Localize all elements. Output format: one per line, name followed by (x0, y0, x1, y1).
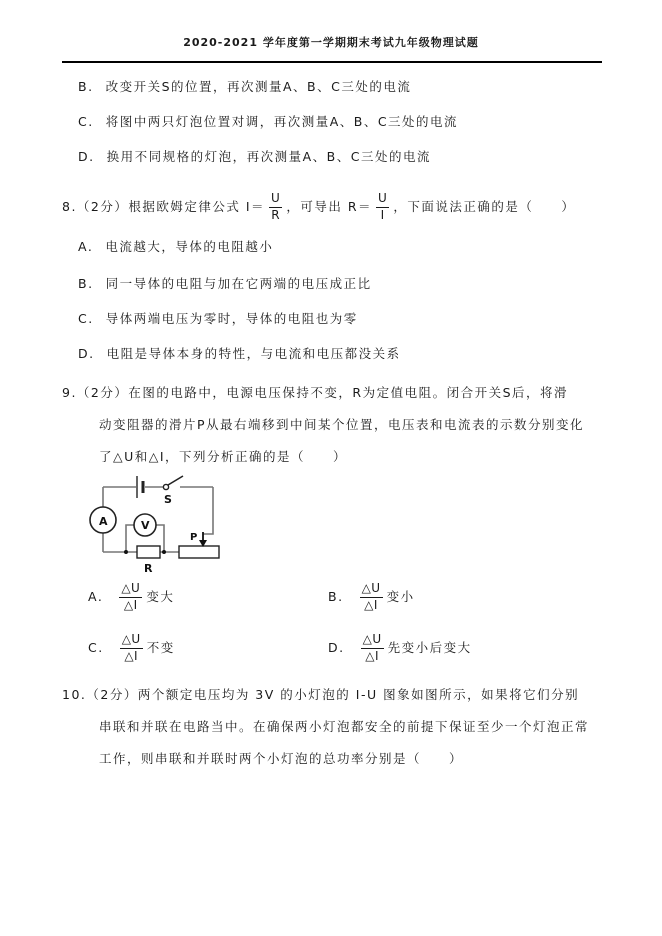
option-text: 同一导体的电阻与加在它两端的电压成正比 (105, 276, 372, 291)
option-label: D. (78, 149, 95, 164)
slider-label: P (190, 532, 198, 543)
q9-option-c (88, 633, 175, 664)
question9-stem-line1: 9.（2分）在图的电路中，电源电压保持不变，R为定值电阻。闭合开关S后，将滑 (62, 385, 569, 400)
fraction-u-over-r (269, 192, 282, 223)
q9-option-a (88, 582, 174, 613)
option-label: B. (78, 79, 94, 94)
fraction-du-over-di (361, 633, 384, 664)
q9-option-b (328, 582, 415, 613)
option-text: 不变 (146, 639, 175, 655)
question8-stem (62, 192, 575, 223)
fraction-numerator: △U (361, 633, 384, 649)
q8-stem-part1: 8.（2分）根据欧姆定律公式 I＝ (62, 198, 266, 214)
q9-option-d (328, 633, 472, 664)
q8-option-c (78, 311, 358, 327)
fraction-numerator: △U (360, 582, 383, 598)
fraction-numerator: △U (120, 633, 143, 649)
q8-option-a (78, 239, 273, 255)
q8-option-b (78, 276, 372, 292)
q8-stem-part2: ，可导出 R＝ (286, 198, 373, 214)
option-label: C. (78, 114, 94, 129)
fraction-numerator: △U (119, 582, 142, 598)
option-text: 变小 (386, 588, 415, 604)
fraction-denominator: △I (364, 597, 378, 612)
switch-label: S (164, 493, 172, 506)
option-text: 变大 (146, 588, 175, 604)
battery-symbol (137, 476, 143, 498)
option-label: C. (78, 311, 94, 326)
junction-dot (124, 550, 128, 554)
option-text: 电流越大，导体的电阻越小 (105, 239, 274, 254)
option-label: A. (88, 588, 104, 604)
question10-stem-line2: 串联和并联在电路当中。在确保两小灯泡都安全的前提下保证至少一个灯泡正常 (99, 719, 590, 734)
fraction-numerator: U (269, 192, 282, 208)
option-text: 换用不同规格的灯泡，再次测量A、B、C三处的电流 (106, 149, 431, 164)
option-label: D. (328, 639, 345, 655)
option-label: B. (78, 276, 94, 291)
fraction-denominator: R (271, 207, 281, 222)
rheostat-symbol (179, 546, 219, 558)
resistor-symbol (137, 546, 160, 558)
option-text: 导体两端电压为零时，导体的电阻也为零 (105, 311, 358, 326)
option-text: 电阻是导体本身的特性，与电流和电压都没关系 (106, 346, 401, 361)
resistor-label: R (144, 562, 153, 575)
header-divider (62, 61, 602, 63)
question9-stem-line2: 动变阻器的滑片P从最右端移到中间某个位置，电压表和电流表的示数分别变化 (99, 417, 585, 432)
fraction-du-over-di (120, 633, 143, 664)
q8-stem-part3: ，下面说法正确的是（ ） (393, 198, 576, 214)
fraction-numerator: U (376, 192, 389, 208)
question10-stem-line1: 10.（2分）两个额定电压均为 3V 的小灯泡的 I-U 图象如图所示，如果将它们分别 (62, 687, 580, 702)
option-label: B. (328, 588, 344, 604)
option-label: D. (78, 346, 95, 361)
voltmeter-label: V (141, 519, 150, 532)
option-label: C. (88, 639, 104, 655)
question9-stem-line3: 了△U和△I，下列分析正确的是（ ） (99, 449, 348, 464)
circuit-diagram (86, 468, 238, 578)
page-title: 2020-2021 学年度第一学期期末考试九年级物理试题 (183, 36, 479, 49)
q7-option-b (78, 79, 411, 95)
q8-option-d (78, 346, 401, 362)
q7-option-d (78, 149, 431, 165)
q7-option-c (78, 114, 458, 130)
fraction-du-over-di (360, 582, 383, 613)
option-label: A. (78, 239, 94, 254)
fraction-u-over-i (376, 192, 389, 223)
option-text: 先变小后变大 (387, 639, 472, 655)
fraction-denominator: △I (123, 597, 138, 612)
fraction-denominator: △I (365, 648, 379, 663)
option-text: 将图中两只灯泡位置对调，再次测量A、B、C三处的电流 (105, 114, 459, 129)
fraction-denominator: △I (124, 648, 139, 663)
ammeter-label: A (99, 515, 108, 528)
option-text: 改变开关S的位置，再次测量A、B、C三处的电流 (105, 79, 412, 94)
question10-stem-line3: 工作，则串联和并联时两个小灯泡的总功率分别是（ ） (99, 751, 464, 766)
junction-dot (162, 550, 166, 554)
fraction-denominator: I (380, 207, 385, 222)
fraction-du-over-di (119, 582, 142, 613)
